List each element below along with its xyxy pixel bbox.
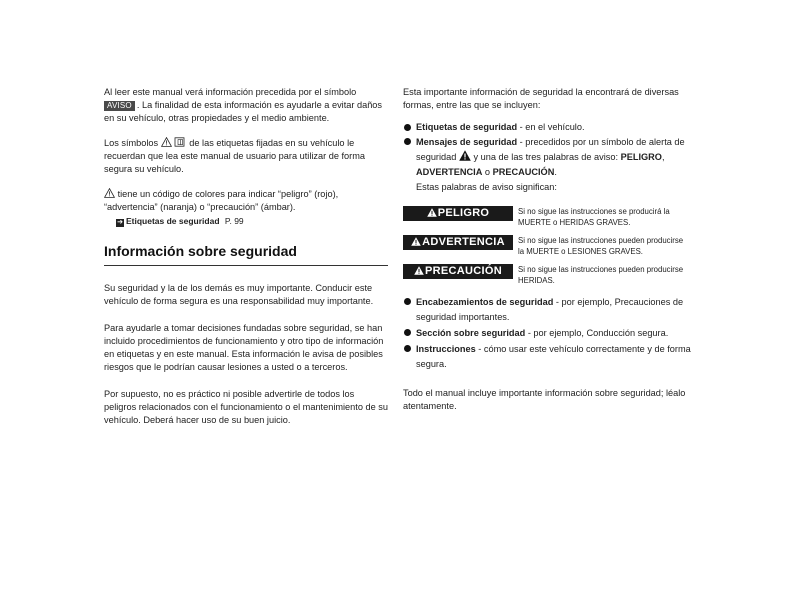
signal-row-warning: ADVERTENCIA Si no sigue las instrucciones pueden producirse la MUERTE o LESIONES GRAVES. — [403, 235, 693, 257]
safety-alert-icon — [459, 150, 471, 161]
paragraph-3: Por supuesto, no es práctico ni posible advertirle de todos los peligros relacionados con el funcionamiento o el mantenimiento de su vehículo. Deberá hacer uso de su buen juicio. — [104, 389, 388, 425]
warning-triangle-icon — [161, 137, 172, 147]
warning-triangle-icon — [104, 188, 115, 198]
alert-triangle-icon — [427, 207, 437, 216]
cross-reference-link[interactable]: ➔ Etiquetas de seguridad P. 99 — [117, 216, 244, 226]
manual-book-icon — [174, 137, 185, 147]
paragraph-2: Para ayudarle a tomar decisiones fundadas sobre seguridad, se han incluido procedimientos de funcionamiento y otro tipo de información en etiquetas y en este manual. Esta información le avisa de posibles riesgos que le podrían causar lesiones a usted o a terceros. — [104, 323, 384, 372]
list-item: Mensajes de seguridad - precedidos por un símbolo de alerta de seguridad y una de las tres palabras de aviso: PELIGRO, ADVERTENCIA o PRECAUCIÓN. Estas palabras de aviso significan: — [403, 135, 693, 195]
list-item: Etiquetas de seguridad - en el vehículo. — [403, 121, 693, 134]
signal-row-danger: PELIGRO Si no sigue las instrucciones se producirá la MUERTE o HERIDAS GRAVES. — [403, 206, 693, 228]
left-column — [104, 86, 388, 427]
warning-label: ADVERTENCIA — [403, 235, 513, 250]
list-item: Encabezamientos de seguridad - por ejemplo, Precauciones de seguridad importantes. — [403, 295, 693, 325]
page-ref: P. 99 — [224, 216, 244, 226]
signal-intro: Estas palabras de aviso significan: — [416, 182, 557, 192]
list-item: Sección sobre seguridad - por ejemplo, Conducción segura. — [403, 326, 693, 341]
danger-label: PELIGRO — [403, 206, 513, 221]
closing-paragraph: Todo el manual incluye importante información sobre seguridad; léalo atentamente. — [403, 388, 686, 411]
alert-triangle-icon — [414, 265, 424, 274]
arrow-right-icon: ➔ — [117, 219, 123, 226]
section-title: Información sobre seguridad — [104, 242, 388, 266]
caution-label: PRECAUCIÓN — [403, 264, 513, 279]
other-forms-list — [403, 295, 693, 372]
alert-triangle-icon — [411, 236, 421, 245]
forms-intro: Esta importante información de seguridad la encontrará de diversas formas, entre las que se incluyen: — [403, 87, 679, 110]
forms-list — [403, 121, 693, 195]
symbols-paragraph: Los símbolos de las etiquetas fijadas en su vehículo le recuerdan que lea este manual de usuario para utilizar de forma segura su vehículo. — [104, 138, 365, 174]
list-item: Instrucciones - cómo usar este vehículo correctamente y de forma segura. — [403, 342, 693, 372]
notice-tag: AVISO — [104, 101, 135, 111]
color-code-paragraph: tiene un código de colores para indicar “peligro” (rojo), “advertencia” (naranja) o “precaución” (ámbar). — [104, 189, 339, 212]
paragraph-1: Su seguridad y la de los demás es muy importante. Conducir este vehículo de forma segura es una responsabilidad muy importante. — [104, 283, 374, 306]
signal-row-caution: PRECAUCIÓN Si no sigue las instrucciones pueden producirse HERIDAS. — [403, 264, 693, 286]
intro-paragraph: Al leer este manual verá información precedida por el símbolo AVISO . La finalidad de esta información es ayudarle a evitar daños en su vehículo, otras propiedades y el medio ambiente. — [104, 87, 383, 123]
right-column — [403, 86, 693, 413]
